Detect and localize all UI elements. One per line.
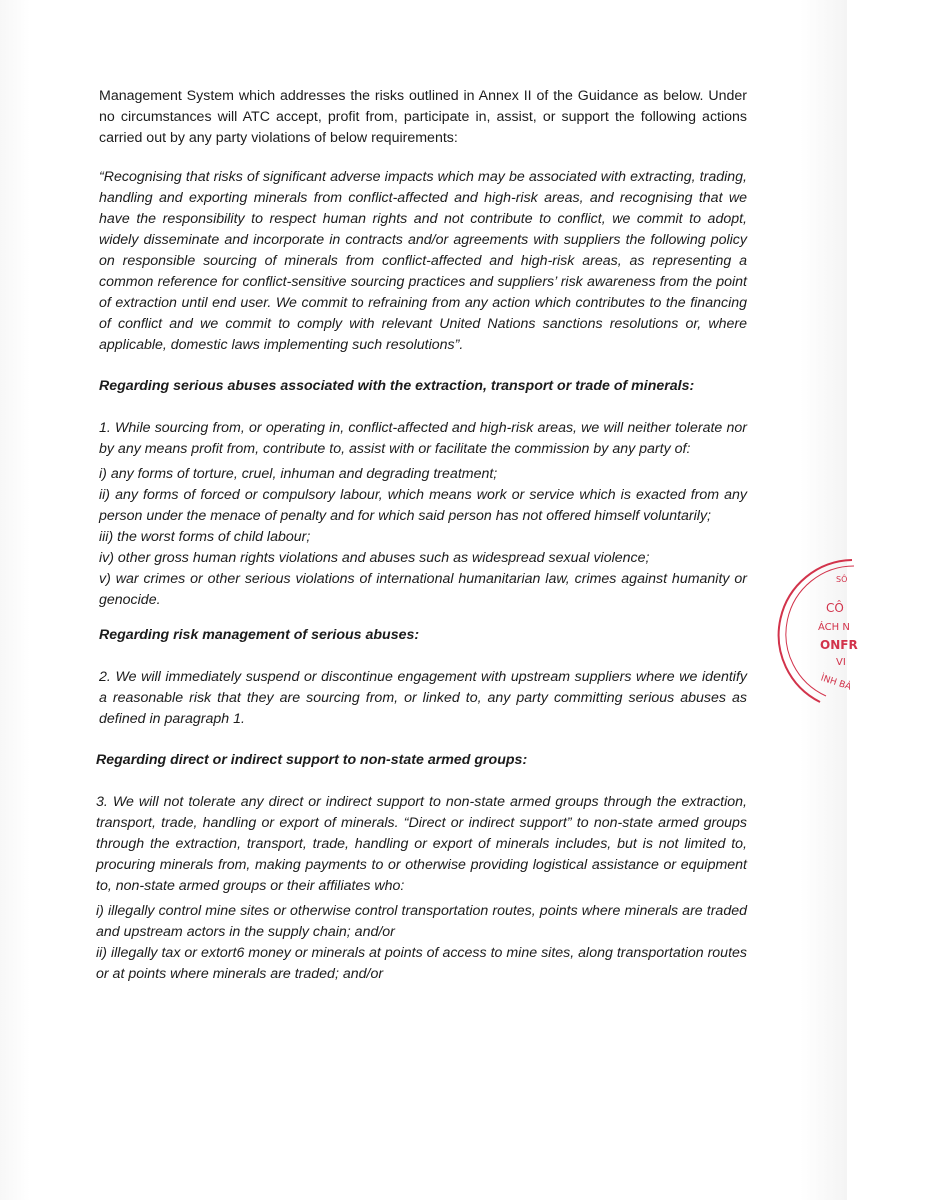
section3-paragraph: 3. We will not tolerate any direct or indirect support to non-state armed groups through the extraction, transport, trade, handling or export of minerals. “Direct or indirect support” to non-state armed groups through the extraction, transport, trade, handling or export of minerals includes, but is not limited to, procuring minerals from, making payments to or otherwise providing logistical assistance or equipment to, non-state armed groups or their affiliates who: [96,794,747,894]
stamp-text: ÁCH N [818,622,850,633]
section1-item: v) war crimes or other serious violations of international humanitarian law, crimes against humanity or genocide. [99,571,747,608]
policy-quote: “Recognising that risks of significant adverse impacts which may be associated with extracting, trading, handling and exporting minerals from conflict-affected and high-risk areas, and recognising that we have the responsibility to respect human rights and not contribute to conflict, we commit to adopt, widely disseminate and incorporate in contracts and/or agreements with suppliers the following policy on responsible sourcing of minerals from conflict-affected and high-risk areas, as representing a common reference for conflict-sensitive sourcing practices and suppliers’ risk awareness from the point of extraction until end user. We commit to refraining from any action which contributes to the financing of conflict and we commit to comply with relevant United Nations sanctions resolutions or, where applicable, domestic laws implementing such resolutions”. [99,169,747,353]
section3-heading: Regarding direct or indirect support to non-state armed groups: [96,752,528,768]
section3 [96,750,747,985]
stamp-inner-ring [786,566,854,696]
section1-heading: Regarding serious abuses associated with the extraction, transport or trade of minerals: [99,378,695,394]
stamp-text: ÌNH BÀ [819,673,853,693]
section1-item: iii) the worst forms of child labour; [99,529,311,545]
stamp-text: SÔ [836,575,848,584]
stamp-text: ONFR [820,638,858,652]
section1-paragraph: 1. While sourcing from, or operating in, conflict-affected and high-risk areas, we will neither tolerate nor by any means profit from, contribute to, assist with or facilitate the commission by any party of: [99,420,747,457]
section3-item: i) illegally control mine sites or otherwise control transportation routes, points where minerals are traded and upstream actors in the supply chain; and/or [96,903,747,940]
stamp-text: VI [836,657,846,668]
section1-item: i) any forms of torture, cruel, inhuman and degrading treatment; [99,466,498,482]
intro-paragraph: Management System which addresses the risks outlined in Annex II of the Guidance as below. Under no circumstances will ATC accept, profit from, participate in, assist, or support the following actions carried out by any party violations of below requirements: [99,88,747,146]
section2-paragraph: 2. We will immediately suspend or discontinue engagement with upstream suppliers where we identify a reasonable risk that they are sourcing from, or linked to, any party committing serious abuses as defined in paragraph 1. [99,669,747,727]
section3-item: ii) illegally tax or extort6 money or minerals at points of access to mine sites, along transportation routes or at points where minerals are traded; and/or [96,945,747,982]
red-seal-stamp [812,552,932,712]
stamp-outer-ring [779,560,852,702]
section2-heading: Regarding risk management of serious abuses: [99,627,420,643]
section1-item: ii) any forms of forced or compulsory labour, which means work or service which is exacted from any person under the menace of penalty and for which said person has not offered himself voluntarily; [99,487,747,524]
stamp-text: CÔ [826,601,844,615]
document-body [96,86,747,985]
section1-item: iv) other gross human rights violations and abuses such as widespread sexual violence; [99,550,650,566]
